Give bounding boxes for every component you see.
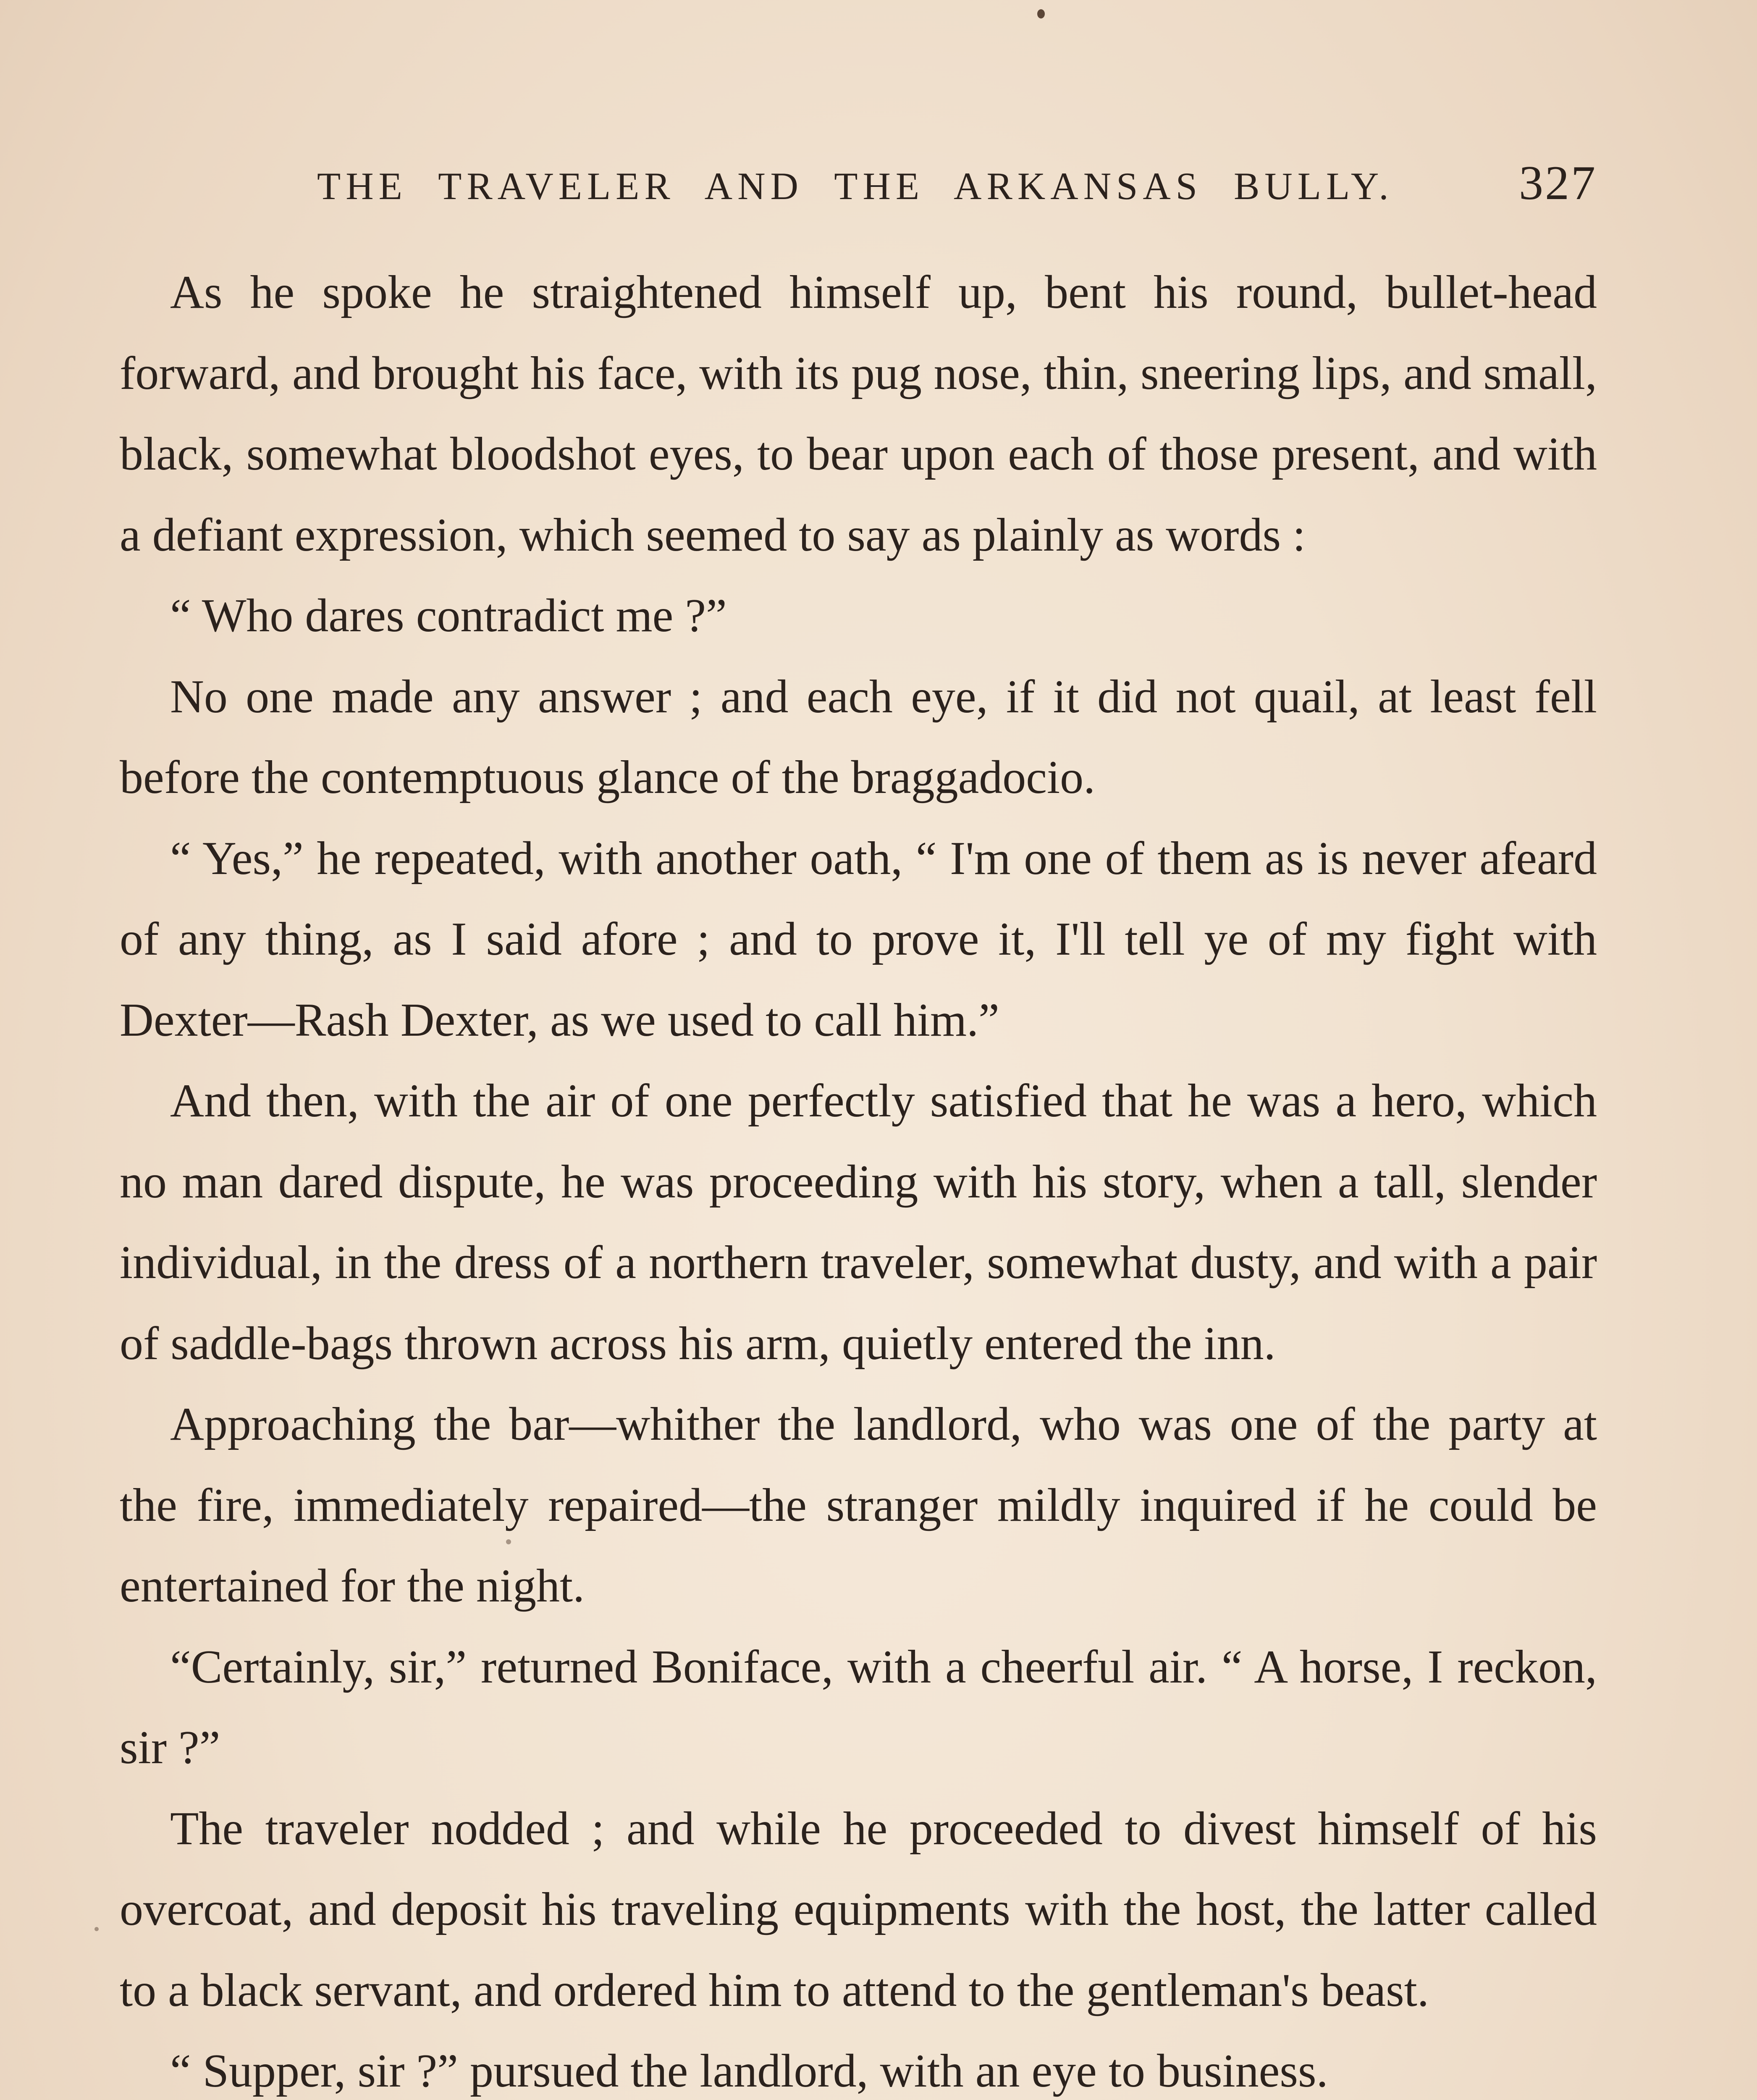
paragraph: “ Supper, sir ?” pursued the landlord, with an eye to business. (170, 2045, 1328, 2097)
paragraph: “ Yes,” he repeated, with another oath, “ I'm one of them as is never afeard of any thing, as I said afore ; and to prove it, I'll tell ye of my fight with Dexter—Rash Dexter, as we used to call him.” (120, 832, 1597, 1046)
page-header (317, 155, 1597, 218)
paragraph: “ Who dares contradict me ?” (170, 590, 727, 642)
paragraph: As he spoke he straightened himself up, bent his round, bullet-head forward, and brought his face, with its pug nose, thin, sneering lips, and small, black, somewhat bloodshot eyes, to bear upon each of those present, and with a defiant expression, which seemed to say as plainly as words : (120, 266, 1597, 561)
paragraph: No one made any answer ; and each eye, if it did not quail, at least fell before the contemptuous glance of the braggadocio. (120, 670, 1597, 803)
ink-speck (94, 1927, 99, 1931)
paragraph: “Certainly, sir,” returned Boniface, with a cheerful air. “ A horse, I reckon, sir ?” (120, 1641, 1597, 1774)
running-title: THE TRAVELER AND THE ARKANSAS BULLY. (317, 165, 1394, 207)
paragraph: And then, with the air of one perfectly satisfied that he was a hero, which no man dared dispute, he was proceeding with his story, when a tall, slender individual, in the dress of a northern traveler, somewhat dusty, and with a pair of saddle-bags thrown across his arm, quietly entered the inn. (120, 1075, 1597, 1370)
paragraph: Approaching the bar—whither the landlord, who was one of the party at the fire, immediately repaired—the stranger mildly inquired if he could be entertained for the night. (120, 1398, 1597, 1612)
page-number: 327 (1519, 156, 1597, 210)
paragraph: The traveler nodded ; and while he proceeded to divest himself of his overcoat, and deposit his traveling equipments with the host, the latter called to a black servant, and ordered him to attend to the gentleman's beast. (120, 1802, 1597, 2016)
ink-speck (1037, 9, 1045, 18)
body-text (120, 252, 1597, 2100)
